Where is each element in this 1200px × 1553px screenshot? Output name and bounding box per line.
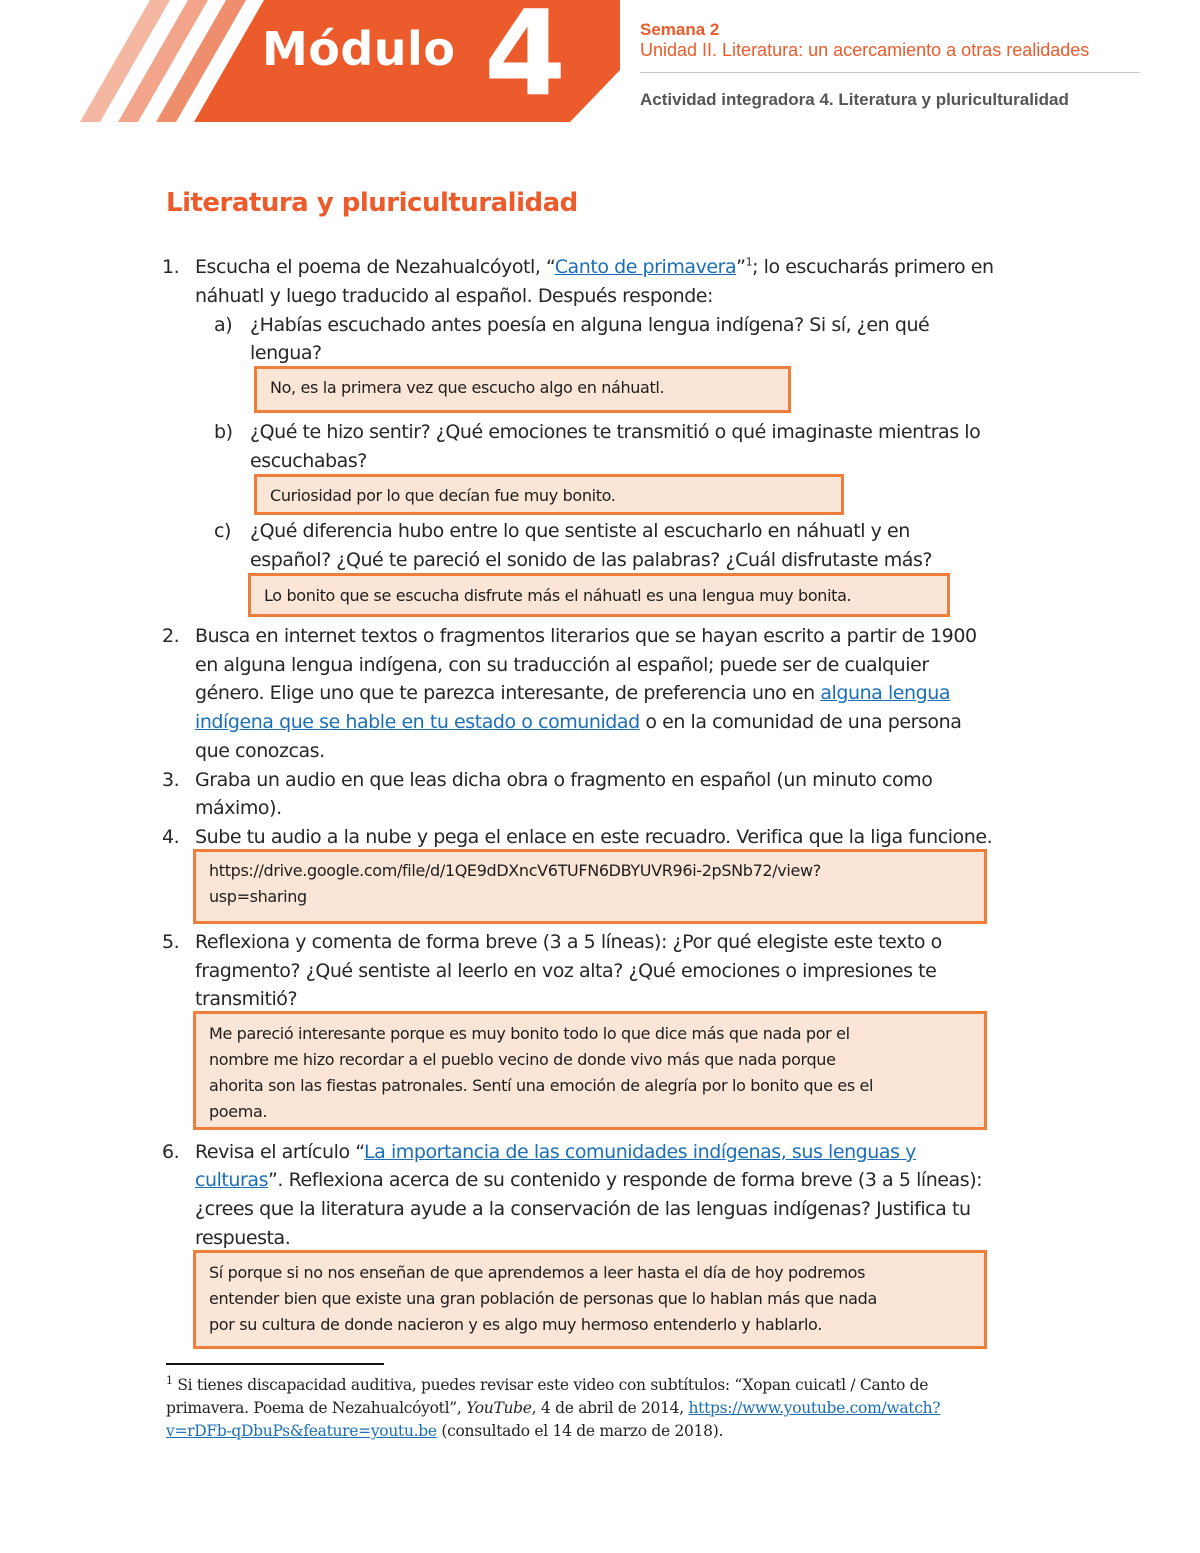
footnote-line-1: $^1$ Si tienes discapacidad auditiva, puedes revisar este video con subtítulos: “Xopan cuicatl / Canto de <box>166 1373 929 1394</box>
q1b-line-1: ¿Qué te hizo sentir? ¿Qué emociones te transmitió o qué imaginaste mientras lo <box>250 421 981 443</box>
footnote-ref: 1 <box>745 255 753 269</box>
answer-5-line-3: ahorita son las fiestas patronales. Sentí una emoción de alegría por lo bonito que es el <box>209 1076 874 1095</box>
item-number: 5. <box>162 931 180 953</box>
answer-6-line-3: por su cultura de donde nacieron y es algo muy hermoso entenderlo y hablarlo. <box>209 1315 822 1334</box>
item-number: 1. <box>162 256 180 278</box>
importancia-comunidades-link[interactable]: La importancia de las comunidades indígenas, sus lenguas y <box>364 1141 916 1163</box>
q2-line-5: que conozcas. <box>195 740 325 762</box>
week-label: Semana 2 <box>640 20 720 39</box>
q5-line-3: transmitió? <box>195 988 298 1010</box>
q2-line-3: género. Elige uno que te parezca interesante, de preferencia uno en alguna lengua <box>195 682 951 704</box>
lengua-indigena-link[interactable]: alguna lengua <box>820 682 951 704</box>
q1c-line-1: ¿Qué diferencia hubo entre lo que sentiste al escucharlo en náhuatl y en <box>250 520 910 542</box>
q6-line-2: culturas”. Reflexiona acerca de su contenido y responde de forma breve (3 a 5 líneas): <box>195 1169 983 1191</box>
sub-letter: c) <box>214 520 231 542</box>
q6-line-4: respuesta. <box>195 1227 291 1249</box>
item-number: 3. <box>162 769 180 791</box>
q4-line-1: Sube tu audio a la nube y pega el enlace en este recuadro. Verifica que la liga funcione. <box>195 826 993 848</box>
lengua-indigena-link-cont[interactable]: indígena que se hable en tu estado o comunidad <box>195 711 640 733</box>
item-number: 6. <box>162 1141 180 1163</box>
page-title: Literatura y pluriculturalidad <box>166 188 578 218</box>
module-banner <box>0 0 620 122</box>
answer-1b: Curiosidad por lo que decían fue muy bonito. <box>270 486 616 505</box>
answer-5-line-2: nombre me hizo recordar a el pueblo vecino de donde vivo más que nada porque <box>209 1050 836 1069</box>
footnote-separator <box>166 1363 384 1365</box>
header-divider <box>640 72 1140 73</box>
q3-line-2: máximo). <box>195 797 282 819</box>
answer-5-line-1: Me pareció interesante porque es muy bonito todo lo que dice más que nada por el <box>209 1024 850 1043</box>
item-number: 4. <box>162 826 180 848</box>
module-number: 4 <box>484 0 567 122</box>
unit-label: Unidad II. Literatura: un acercamiento a otras realidades <box>640 40 1090 60</box>
answer-6-line-2: entender bien que existe una gran población de personas que lo hablan más que nada <box>209 1289 877 1308</box>
q1b-line-2: escuchabas? <box>250 450 367 472</box>
q1c-line-2: español? ¿Qué te pareció el sonido de las palabras? ¿Cuál disfrutaste más? <box>250 549 933 571</box>
q5-line-2: fragmento? ¿Qué sentiste al leerlo en voz alta? ¿Qué emociones o impresiones te <box>195 960 937 982</box>
youtube-link-cont[interactable]: v=rDFb-qDbuPs&feature=youtu.be <box>166 1422 437 1440</box>
footnote-line-3: v=rDFb-qDbuPs&feature=youtu.be (consultado el 14 de marzo de 2018). <box>166 1422 724 1440</box>
q1-line-1: Escucha el poema de Nezahualcóyotl, “Canto de primavera”$^1$; lo escucharás primero en <box>195 255 994 278</box>
q1a-line-1: ¿Habías escuchado antes poesía en alguna lengua indígena? Si sí, ¿en qué <box>250 314 930 336</box>
answer-6-line-1: Sí porque si no nos enseñan de que aprendemos a leer hasta el día de hoy podremos <box>209 1263 866 1282</box>
q5-line-1: Reflexiona y comenta de forma breve (3 a 5 líneas): ¿Por qué elegiste este texto o <box>195 931 942 953</box>
canto-de-primavera-link[interactable]: Canto de primavera <box>554 256 737 278</box>
sub-letter: a) <box>214 314 233 336</box>
importancia-comunidades-link-cont[interactable]: culturas <box>195 1169 269 1191</box>
answer-1a: No, es la primera vez que escucho algo en náhuatl. <box>270 378 665 397</box>
q6-line-3: ¿crees que la literatura ayude a la conservación de las lenguas indígenas? Justifica tu <box>195 1198 971 1220</box>
module-word: Módulo <box>262 22 456 76</box>
q1a-line-2: lengua? <box>250 342 322 364</box>
q2-line-1: Busca en internet textos o fragmentos literarios que se hayan escrito a partir de 1900 <box>195 625 977 647</box>
q2-line-4: indígena que se hable en tu estado o comunidad o en la comunidad de una persona <box>195 711 962 733</box>
youtube-link[interactable]: https://www.youtube.com/watch? <box>688 1399 941 1417</box>
q6-line-1: Revisa el artículo “La importancia de las comunidades indígenas, sus lenguas y <box>195 1141 916 1163</box>
sub-letter: b) <box>214 421 233 443</box>
answer-4-line-1: https://drive.google.com/file/d/1QE9dDXncV6TUFN6DBYUVR96i-2pSNb72/view? <box>209 861 821 880</box>
q1-line-2: náhuatl y luego traducido al español. Después responde: <box>195 285 713 307</box>
answer-1c: Lo bonito que se escucha disfrute más el náhuatl es una lengua muy bonita. <box>264 586 852 605</box>
activity-title: Actividad integradora 4. Literatura y pluriculturalidad <box>640 90 1069 109</box>
answer-5-line-4: poema. <box>209 1102 268 1121</box>
q3-line-1: Graba un audio en que leas dicha obra o fragmento en español (un minuto como <box>195 769 933 791</box>
item-number: 2. <box>162 625 180 647</box>
q2-line-2: en alguna lengua indígena, con su traducción al español; puede ser de cualquier <box>195 654 929 676</box>
footnote-line-2: primavera. Poema de Nezahualcóyotl”, YouTube, 4 de abril de 2014, https://www.youtube.com/watch? <box>166 1399 941 1417</box>
answer-4-line-2: usp=sharing <box>209 887 307 906</box>
